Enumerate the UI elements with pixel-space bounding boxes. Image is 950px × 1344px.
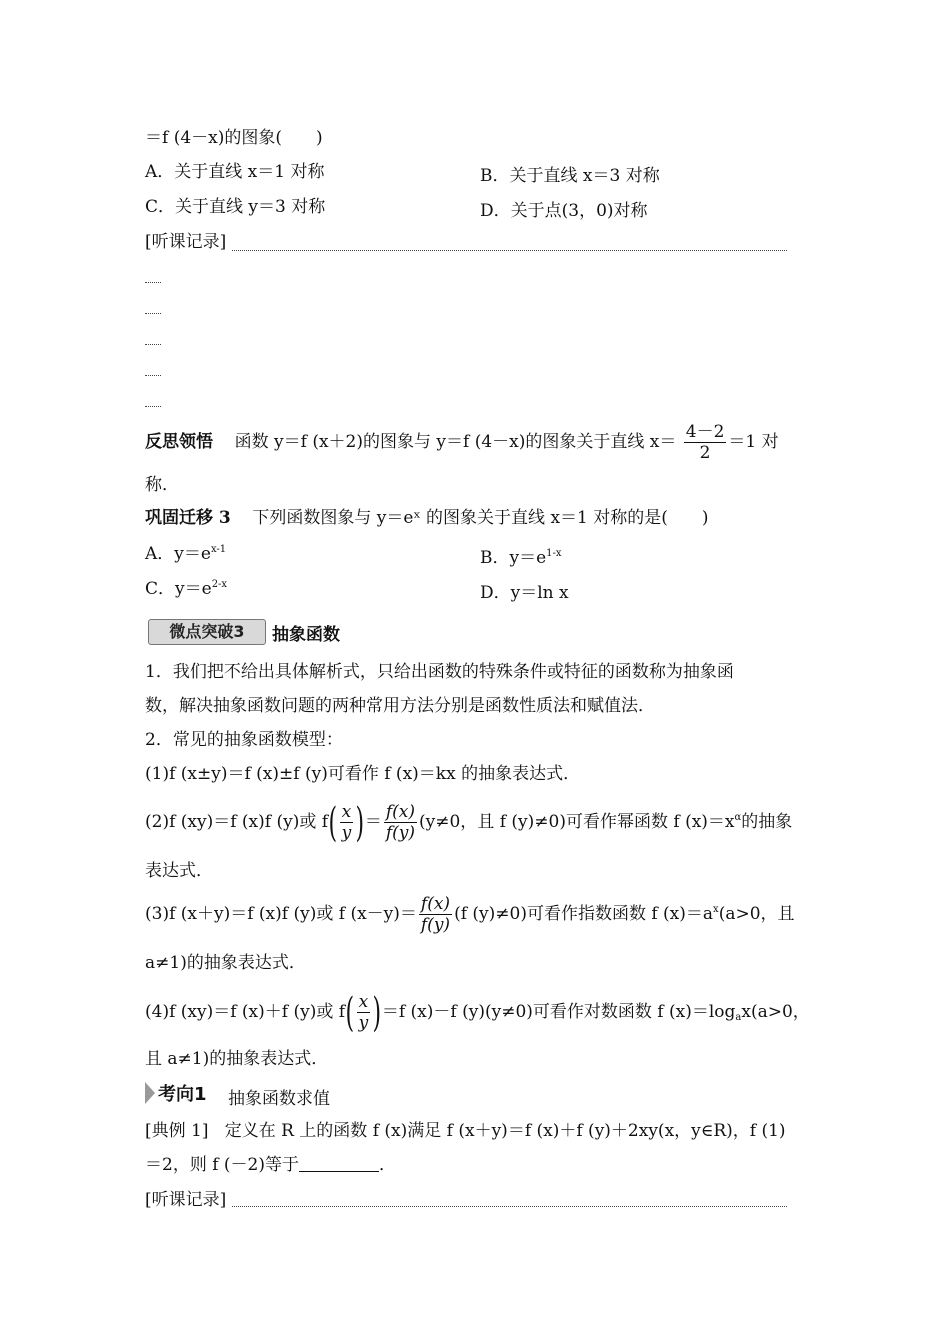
notes-line (145, 282, 161, 283)
model-4-cont: 且 a≠1)的抽象表达式． (145, 1049, 329, 1069)
body-p2: 2．常见的抽象函数模型： (145, 730, 343, 750)
reflect-text: 函数 y＝f (x＋2)的图象与 y＝f (4－x)的图象关于直线 x＝ (234, 432, 677, 452)
answer-blank[interactable] (299, 1155, 379, 1172)
section-title: 抽象函数 (272, 625, 340, 645)
consolidate-line (145, 507, 709, 529)
reflect-fraction: $\frac{4-2}{2}$ (685, 422, 725, 463)
option-a: A．关于直线 x＝1 对称 (145, 162, 325, 182)
reflect-line (145, 420, 779, 464)
reflect-heading: 反思领悟 (145, 432, 213, 452)
example-line2: ＝2，则 f (－2)等于 ． (145, 1155, 396, 1175)
notes-line (145, 313, 161, 314)
model-3: (3)f (x＋y)＝f (x)f (y)或 f (x－y)＝ $\frac{f(x)}{f(y)}$ (f (y)≠0)可看作指数函数 f $(x)=a^x(a>0$，且 (145, 894, 795, 935)
notes-line-2 (232, 1206, 787, 1207)
notes-label-2: [听课记录] (145, 1190, 227, 1210)
consolidate-option-d: D．y＝ln x (480, 583, 569, 603)
notes-label: [听课记录] (145, 232, 227, 252)
notes-line (232, 250, 787, 251)
consolidate-option-b: B．$y=e^{1-x}$ (480, 548, 562, 568)
notes-line (145, 406, 161, 407)
model-1: (1)f (x±y)＝f (x)±f (y)可看作 f (x)＝kx 的抽象表达式． (145, 764, 581, 784)
kaoxiang-label: 考向1 (158, 1084, 207, 1105)
option-d: D．关于点(3，0)对称 (480, 201, 648, 221)
body-p1a: 1．我们把不给出具体解析式，只给出函数的特殊条件或特征的函数称为抽象函 (145, 662, 734, 682)
model-2: (2)f (xy)＝f (x)f (y)或 f( $\frac{x}{y}$ )＝ $\frac{f(x)}{f(y)}$ (y≠0，且 f (y)≠0)可看作幂函数 f $(x)=x^\alpha$的抽象 (145, 799, 793, 846)
section-badge: 微点突破3 (148, 619, 266, 645)
frac-fx-over-fy-2: $\frac{f(x)}{f(y)}$ (420, 894, 451, 935)
kaoxiang-arrow-icon (145, 1082, 155, 1104)
kaoxiang-title: 抽象函数求值 (228, 1089, 330, 1109)
example-line1: [典例 1] 定义在 R 上的函数 f (x)满足 f (x＋y)＝f (x)＋f (y)＋2xy(x，y∈R)，f (1) (145, 1121, 786, 1141)
model-4: (4)f (xy)＝f (x)＋f (y)或 f( $\frac{x}{y}$ )＝f (x)－f (y)(y≠0)可看作对数函数 f $(x)=\log_ax(a>0$， (145, 989, 810, 1036)
consolidate-heading: 巩固迁移 3 (145, 508, 231, 528)
notes-line (145, 375, 161, 376)
consolidate-option-c: C．$y=e^{2-x}$ (145, 579, 228, 599)
notes-line (145, 344, 161, 345)
question-stem-tail: ＝f (4－x)的图象( ) (145, 128, 323, 148)
consolidate-option-a: A．$y=e^{x-1}$ (145, 544, 227, 564)
option-c: C．关于直线 y＝3 对称 (145, 197, 326, 217)
frac-x-over-y: $\frac{x}{y}$ (341, 802, 352, 843)
example-label: [典例 1] (145, 1121, 209, 1141)
option-b: B．关于直线 x＝3 对称 (480, 166, 660, 186)
reflect-text-end: ＝1 对 (728, 432, 779, 452)
reflect-cont: 称． (145, 475, 179, 495)
body-p1b: 数，解决抽象函数问题的两种常用方法分别是函数性质法和赋值法． (145, 696, 655, 716)
consolidate-text: 下列函数图象与 y＝eˣ 的图象关于直线 x＝1 对称的是( ) (252, 508, 709, 528)
model-3-cont: a≠1)的抽象表达式． (145, 953, 306, 973)
model-2-cont: 表达式． (145, 861, 213, 881)
frac-fx-over-fy: $\frac{f(x)}{f(y)}$ (385, 802, 416, 843)
frac-x-over-y-2: $\frac{x}{y}$ (358, 992, 369, 1033)
